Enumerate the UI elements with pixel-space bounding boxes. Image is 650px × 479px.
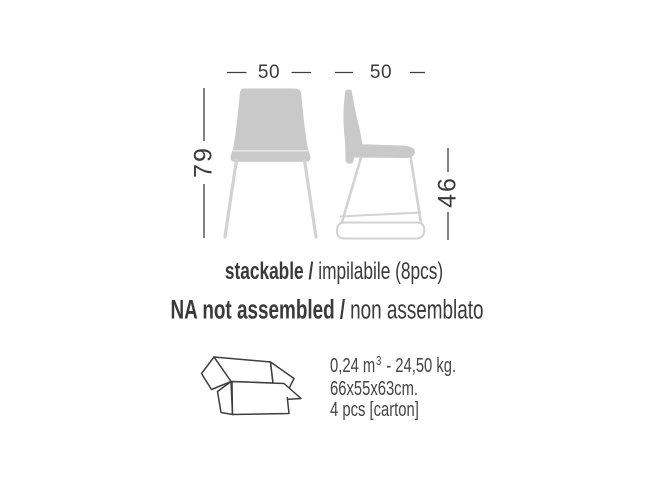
assembly-note <box>103 295 550 326</box>
seat-height-label <box>432 178 464 207</box>
assembly-note-regular: non assemblato <box>350 294 484 325</box>
stackable-note-bold: stackable / <box>224 258 314 285</box>
side-chair-sled-runner <box>337 223 424 239</box>
stackable-note <box>182 258 485 286</box>
carton-pieces-line: 4 pcs [carton] <box>330 398 419 421</box>
seat-height-value: 46 <box>433 176 462 208</box>
open-carton-box-icon <box>202 357 302 415</box>
front-chair-left-leg <box>225 161 237 238</box>
carton-volume-prefix: 0,24 m <box>330 355 376 377</box>
side-chair-front-leg <box>342 156 362 224</box>
chair-side-view-figure <box>337 89 424 238</box>
stackable-note-text <box>225 258 443 286</box>
side-width-label: 50 <box>369 62 393 83</box>
assembly-note-bold: NA not assembled / <box>170 294 346 325</box>
chair-front-view-figure <box>225 89 316 238</box>
side-chair-rear-crossbar <box>340 213 421 217</box>
assembly-note-text <box>170 295 483 326</box>
carton-info-block <box>330 353 457 421</box>
total-height-value: 79 <box>189 146 218 178</box>
carton-box-size-line: 66x55x63cm. <box>330 377 419 400</box>
carton-volume-weight-line <box>330 353 457 379</box>
stackable-note-regular: impilabile (8pcs) <box>318 258 444 285</box>
carton-volume-exponent: 3 <box>375 353 382 368</box>
front-chair-right-leg <box>305 161 317 238</box>
carton-volume-suffix: - 24,50 kg. <box>382 355 457 377</box>
front-width-label: 50 <box>257 62 281 83</box>
side-chair-seat <box>351 144 415 158</box>
total-height-label <box>188 148 220 177</box>
